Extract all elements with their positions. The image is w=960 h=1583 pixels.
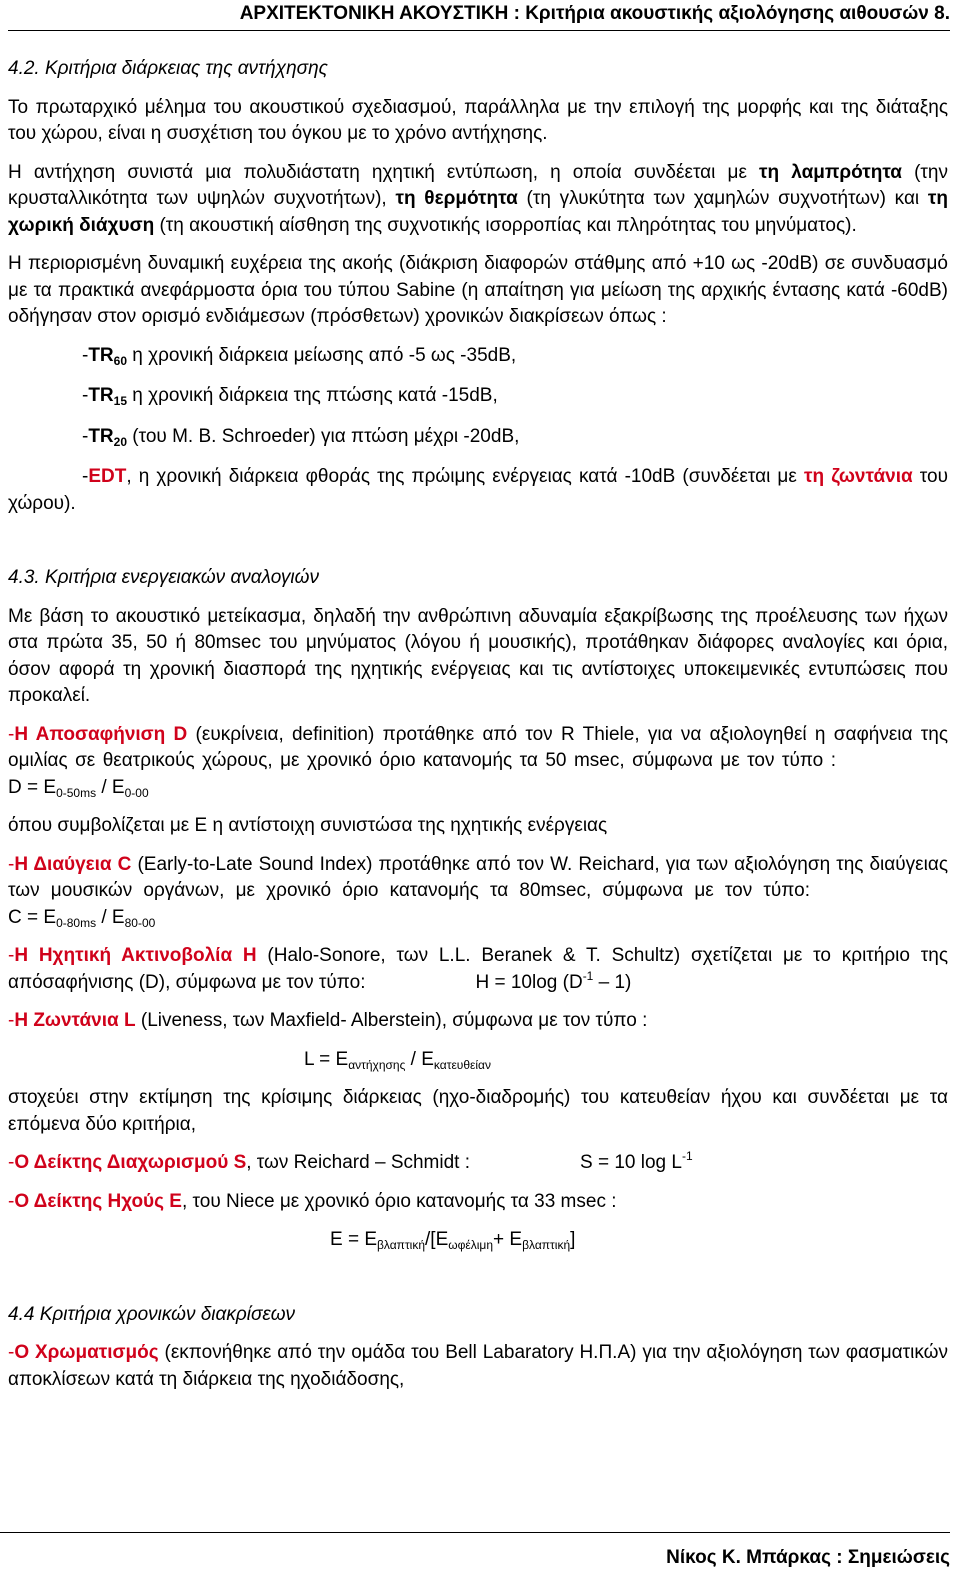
dash: - xyxy=(8,1010,15,1031)
subscript: κατευθείαν xyxy=(433,1057,491,1072)
formula-l xyxy=(8,1047,948,1074)
term-edt: EDT xyxy=(88,466,127,487)
section-heading-4-4: 4.4 Κριτήρια χρονικών διακρίσεων xyxy=(8,1303,296,1325)
list-item-edt xyxy=(8,464,948,517)
term-tr: TR xyxy=(88,344,114,366)
formula-s xyxy=(580,1150,693,1177)
text: , του Niece με χρονικό όριο κατανομής τα 33 msec : xyxy=(181,1190,617,1212)
formula-part: / E xyxy=(405,1048,434,1070)
term-clarity: Η Διαύγεια C xyxy=(14,853,132,875)
formula-part: E = E xyxy=(330,1229,377,1250)
list-item-tr20 xyxy=(8,424,948,451)
formula-part: / E xyxy=(96,776,125,798)
list-item-tr60 xyxy=(8,343,948,370)
formula-part: H = 10log (D xyxy=(475,971,583,993)
subscript: βλαπτική xyxy=(377,1238,426,1252)
dash: - xyxy=(82,466,89,487)
text: η χρονική διάρκεια μείωσης από -5 ως -35dB, xyxy=(127,344,517,366)
page-footer xyxy=(0,1532,950,1583)
subscript: 20 xyxy=(113,434,128,449)
term-spatial-diffusion: τη χωρική διάχυση xyxy=(8,188,948,236)
text: (την κρυσταλλικότητα των υψηλών συχνοτήτων), xyxy=(8,161,948,209)
formula-part: – 1) xyxy=(593,971,632,993)
formula-c xyxy=(8,905,155,932)
formula-part: / E xyxy=(96,906,125,928)
subscript: 80-00 xyxy=(124,915,156,930)
formula-h xyxy=(475,970,631,997)
subscript: αντήχησης xyxy=(348,1057,406,1072)
text: (τη γλυκύτητα των χαμηλών συχνοτήτων) και xyxy=(517,188,928,209)
term-definition: Η Αποσαφήνιση D xyxy=(14,723,188,745)
dash: - xyxy=(8,945,15,966)
subscript: 0-00 xyxy=(124,785,149,800)
criterion-coloration xyxy=(8,1340,948,1393)
subscript: 15 xyxy=(113,394,128,408)
term-liveness: Η Ζωντάνια L xyxy=(14,1010,136,1031)
spacer xyxy=(8,1266,948,1302)
formula-d xyxy=(8,775,149,802)
formula-part: L = E xyxy=(304,1048,349,1070)
formula-part: C = E xyxy=(8,906,57,928)
formula-part: D = E xyxy=(8,776,57,798)
text: (Halo-Sonore, των L.L. Beranek & T. Schultz) σχετίζεται με το κριτήριο της απόσαφήνισης (D), σύμφωνα με τον τύπο: xyxy=(8,945,948,993)
dash: - xyxy=(82,385,89,406)
term-coloration: Ο Χρωματισμός xyxy=(14,1342,159,1363)
criterion-definition xyxy=(8,722,948,802)
term-liveness: τη ζωντάνια xyxy=(803,466,913,487)
text: του χώρου). xyxy=(8,466,948,514)
criterion-halo xyxy=(8,943,948,996)
text: , των Reichard – Schmidt : xyxy=(246,1152,471,1173)
subscript: 0-80ms xyxy=(56,915,97,930)
dash: - xyxy=(8,1342,15,1363)
paragraph: στοχεύει στην εκτίμηση της κρίσιμης διάρκειας (ηχο-διαδρομής) του κατευθείαν ήχου και συνδέεται με τα επόμενα δύο κριτήρια, xyxy=(8,1087,948,1135)
dash: - xyxy=(8,853,15,875)
text: (τη ακουστική αίσθηση της συχνοτικής ισορροπίας και πληρότητας του μηνύματος). xyxy=(154,214,857,236)
spacer xyxy=(8,529,948,565)
section-heading-4-3: 4.3. Κριτήρια ενεργειακών αναλογιών xyxy=(8,567,319,588)
criterion-liveness xyxy=(8,1008,948,1035)
paragraph-energy-note: όπου συμβολίζεται με E η αντίστοιχη συνιστώσα της ηχητικής ενέργειας xyxy=(8,815,608,836)
page-content xyxy=(8,56,948,1405)
subscript: 0-50ms xyxy=(56,785,97,800)
formula-part: /[E xyxy=(425,1229,449,1250)
formula-part: S = 10 log L xyxy=(580,1152,682,1173)
term-brightness: τη λαμπρότητα xyxy=(759,161,902,183)
dash: - xyxy=(82,425,89,447)
paragraph: Η περιορισμένη δυναμική ευχέρεια της ακοής (διάκριση διαφορών στάθμης από +10 ως -20dB) σε συνδυασμό με τα πρακτικά ανεφάρμοστα όρια του τύπου Sabine (η απαίτηση για μείωση της αρχικής έντασης κατά -60dB) οδήγησαν στον ορισμό ενδιάμεσων (πρόσθετων) χρονικών διακρίσεων όπως : xyxy=(8,253,948,327)
section-heading-4-2: 4.2. Κριτήρια διάρκειας της αντήχησης xyxy=(8,58,328,79)
paragraph: Με βάση το ακουστικό μετείκασμα, δηλαδή την ανθρώπινη αδυναμία εξακρίβωσης της προέλευσης των ήχων στα πρώτα 35, 50 ή 80msec του μηνύματος (λόγου ή μουσικής), προτάθηκαν διάφορες αναλογίες και όρια, όσον αφορά τη χρονική διασπορά της ηχητικής ενέργειας και τις αντίστοιχες υποκειμενικές εντυπώσεις που προκαλεί. xyxy=(8,605,948,706)
criterion-separation xyxy=(8,1150,948,1177)
criterion-clarity xyxy=(8,852,948,932)
term-echo-index: Ο Δείκτης Ηχούς E xyxy=(14,1190,182,1212)
paragraph: Το πρωταρχικό μέλημα του ακουστικού σχεδιασμού, παράλληλα με την επιλογή της μορφής και της διάταξης του χώρου, είναι η συσχέτιση του όγκου με το χρόνο αντήχησης. xyxy=(8,96,948,144)
formula-e xyxy=(8,1227,948,1254)
text: (ευκρίνεια, definition) προτάθηκε από τον R Thiele, για να αξιολογηθεί η σαφήνεια της ομιλίας σε θεατρικούς χώρους, με χρονικό όριο κατανομής τα 50 msec, σύμφωνα με τον τύπο : xyxy=(8,723,949,771)
footer-author: Νίκος Κ. Μπάρκας : Σημειώσεις xyxy=(666,1547,950,1568)
superscript: -1 xyxy=(681,1149,693,1163)
text: Η αντήχηση συνιστά μια πολυδιάστατη ηχητική εντύπωση, η οποία συνδέεται με xyxy=(8,161,760,183)
text: , η χρονική διάρκεια φθοράς της πρώιμης ενέργειας κατά -10dB (συνδέεται με xyxy=(126,466,804,487)
dash: - xyxy=(82,344,89,366)
term-separation-index: Ο Δείκτης Διαχωρισμού S xyxy=(14,1152,247,1173)
list-item-tr15 xyxy=(8,383,948,410)
term-tr: TR xyxy=(88,425,114,447)
subscript: βλαπτική xyxy=(522,1238,571,1252)
formula-part: + E xyxy=(493,1229,523,1250)
dash: - xyxy=(8,723,15,745)
dash: - xyxy=(8,1190,15,1212)
dash: - xyxy=(8,1152,15,1173)
superscript: -1 xyxy=(582,968,594,983)
term-warmth: τη θερμότητα xyxy=(395,188,518,209)
formula-part: ] xyxy=(570,1229,576,1250)
term-halo: Η Ηχητική Ακτινοβολία Η xyxy=(14,945,257,966)
text: (εκπονήθηκε από την ομάδα του Bell Labaratory Η.Π.Α) για την αξιολόγηση των φασματικών αποκλίσεων κατά τη διάρκεια της ηχοδιάδοσης, xyxy=(8,1342,948,1390)
text: (Early-to-Late Sound Index) προτάθηκε από τον W. Reichard, για των αξιολόγηση της διαύγειας των μουσικών οργάνων, με χρονικό όριο κατανομής τα 80msec, σύμφωνα με τον τύπο: xyxy=(8,853,948,901)
page-header xyxy=(8,0,950,31)
paragraph-reverberation xyxy=(8,160,948,240)
text: (του M. B. Schroeder) για πτώση μέχρι -20dB, xyxy=(127,425,520,447)
subscript: ωφέλιμη xyxy=(448,1238,494,1252)
header-title: ΑΡΧΙΤΕΚΤΟΝΙΚΗ ΑΚΟΥΣΤΙΚΗ : Κριτήρια ακουστικής αξιολόγησης αιθουσών 8. xyxy=(239,3,950,24)
criterion-echo xyxy=(8,1189,948,1216)
text: η χρονική διάρκεια της πτώσης κατά -15dB, xyxy=(127,385,498,406)
text: (Liveness, των Maxfield- Alberstein), σύμφωνα με τον τύπο : xyxy=(135,1010,648,1031)
subscript: 60 xyxy=(113,353,128,368)
term-tr: TR xyxy=(88,385,114,406)
